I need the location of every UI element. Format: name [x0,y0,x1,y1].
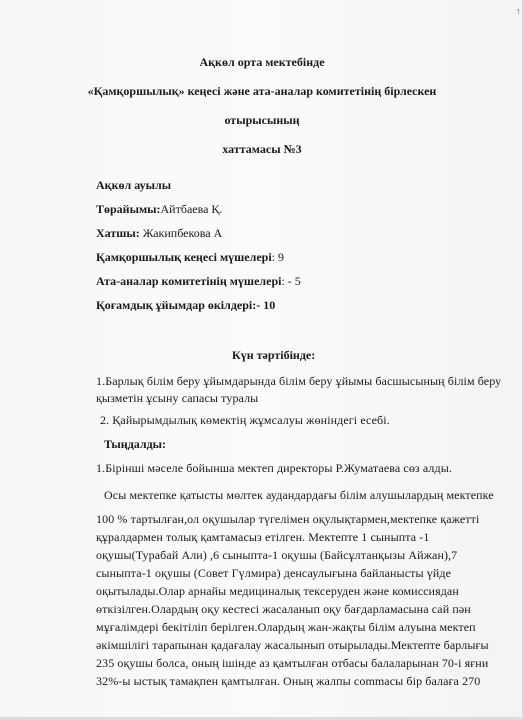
body-line: әкімшілігі тарапынан қадағалау жасалынып отырылады.Мектепте барлығы [96,638,489,652]
chair-line [96,202,222,216]
listened-line-2: Осы мектепке қатысты мөлтек аудандардағы білім алушылардың мектепке [104,488,494,502]
listened-title: Тыңдалды: [104,437,167,451]
secretary-label: Хатшы: [96,226,140,240]
body-line: оқытылады.Олар арнайы медициналық тексеруден және комиссиядан [96,584,459,598]
public-line: Қоғамдық ұйымдар өкілдері:- 10 [96,298,276,312]
listened-line-1: 1.Бірінші мәселе бойынша мектеп директоры Р.Жуматаева сөз алды. [96,461,452,475]
agenda-title: Күн тәртібінде: [232,348,316,362]
header-protocol: хаттамасы №3 [222,142,302,156]
header-meeting: «Қамқоршылық» кеңесі және ата-аналар комитетінің бірлескен [87,84,437,98]
council-line [96,250,284,264]
body-line: құралдармен толық қамтамасыз етілген. Мектепте 1 сыныпта -1 [96,530,430,544]
chair-label: Төрайымы: [96,202,161,216]
body-line: оқушы(Турабай Али) ,6 сыныпта-1 оқушы (Байсұлтанқызы Айжан),7 [96,548,458,562]
secretary-value: Жакипбекова А [139,226,223,240]
header-school: Ақкөл орта мектебінде [199,55,325,69]
parents-value: : - 5 [281,274,301,288]
parents-line [96,274,301,288]
body-line: мұғалімдері бекітіліп берілген.Олардың жан-жақты білім алуына мектеп [96,620,476,634]
chair-value: Айтбаева Қ. [160,202,223,216]
body-line: 32%-ы ыстық тамақпен қамтылған. Оның жалпы сommасы бір балаға 270 [96,674,481,688]
corner-mark: ↑ [516,6,521,16]
village-name: Ақкөл ауылы [96,178,172,192]
council-value: : 9 [271,250,285,264]
body-line: 235 оқушы болса, оның ішінде аз қамтылған отбасы балаларынан 70-і яғни [96,656,489,670]
secretary-line [96,226,222,240]
body-line: 100 % тартылған,ол оқушылар түгелімен оқулықтармен,мектепке қажетті [96,512,480,526]
agenda-item-1-line-2: қызметін ұсыну сапасы туралы [96,391,259,405]
header-session: отырысының [224,113,300,127]
council-label: Қамқоршылық кеңесі мүшелері [96,250,272,264]
agenda-item-2: 2. Қайырымдылық көмектің жұмсалуы жөніндегі есебі. [100,413,390,427]
parents-label: Ата-аналар комитетінің мүшелері [96,274,282,288]
body-line: өткізілген.Олардың оқу кестесі жасаланып оқу бағдарламасына сай пән [96,602,471,616]
agenda-item-1-line-1: 1.Барлық білім беру ұйымдарында білім беру ұйымы басшысының білім беру [96,374,502,388]
body-line: сыныпта-1 оқушы (Совет Гүлмира) денсаулығына байланысты үйде [96,566,452,580]
